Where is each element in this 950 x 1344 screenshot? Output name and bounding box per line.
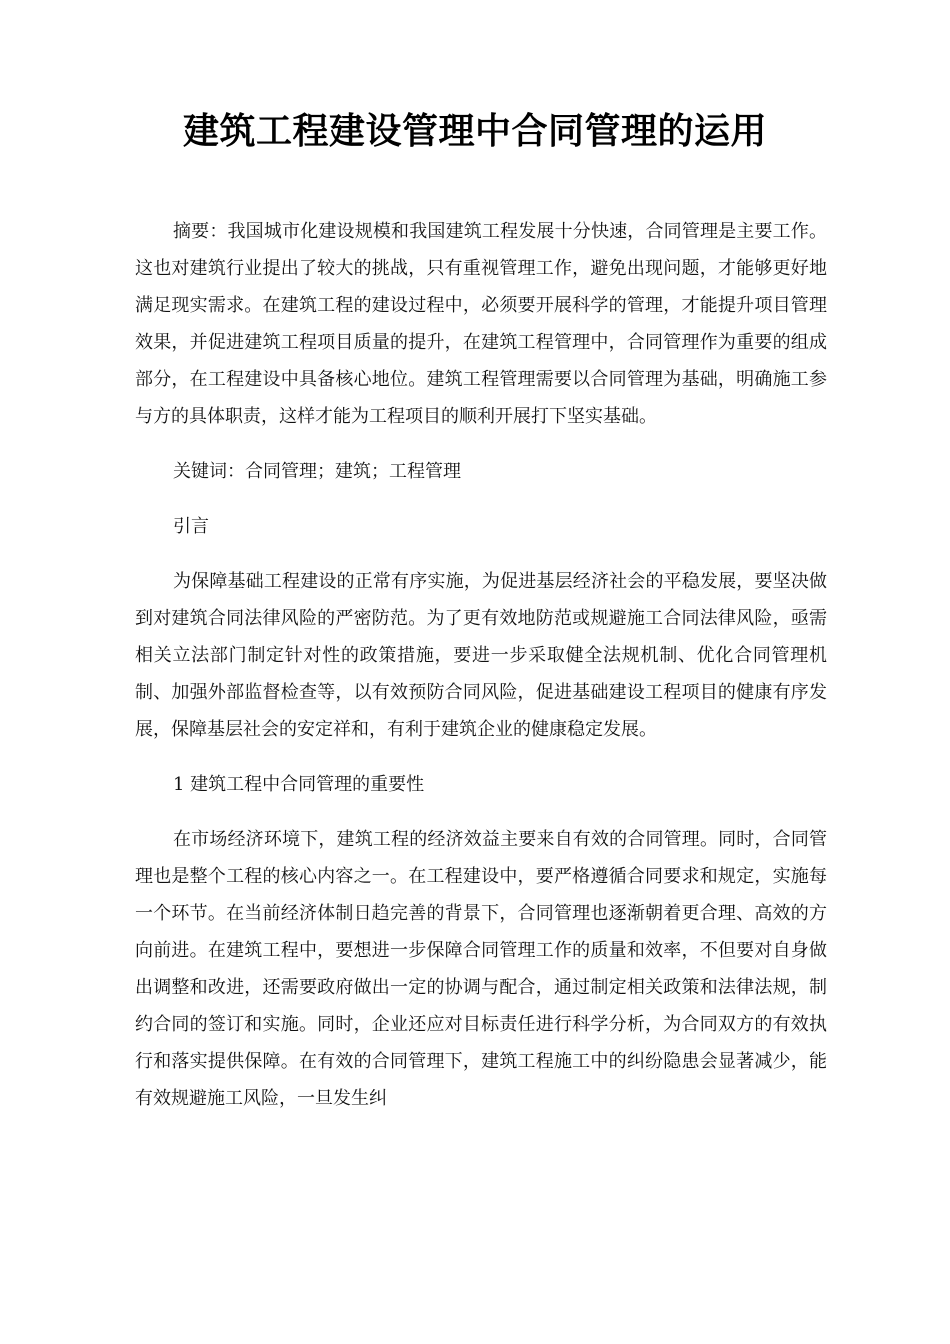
document-body [135,213,827,1117]
abstract-paragraph: 摘要：我国城市化建设规模和我国建筑工程发展十分快速，合同管理是主要工作。这也对建筑行业提出了较大的挑战，只有重视管理工作，避免出现问题，才能够更好地满足现实需求。在建筑工程的建设过程中，必须要开展科学的管理，才能提升项目管理效果，并促进建筑工程项目质量的提升，在建筑工程管理中，合同管理作为重要的组成部分，在工程建设中具备核心地位。建筑工程管理需要以合同管理为基础，明确施工参与方的具体职责，这样才能为工程项目的顺利开展打下坚实基础。 [135,221,827,427]
document-title: 建筑工程建设管理中合同管理的运用 [182,111,767,152]
section-1-paragraph: 在市场经济环境下，建筑工程的经济效益主要来自有效的合同管理。同时，合同管理也是整个工程的核心内容之一。在工程建设中，要严格遵循合同要求和规定，实施每一个环节。在当前经济体制日趋完善的背景下，合同管理也逐渐朝着更合理、高效的方向前进。在建筑工程中，要想进一步保障合同管理工作的质量和效率，不但要对自身做出调整和改进，还需要政府做出一定的协调与配合，通过制定相关政策和法律法规，制约合同的签订和实施。同时，企业还应对目标责任进行科学分析，为合同双方的有效执行和落实提供保障。在有效的合同管理下，建筑工程施工中的纠纷隐患会显著减少，能有效规避施工风险，一旦发生纠 [135,829,827,1109]
section-1-heading: 1 建筑工程中合同管理的重要性 [173,774,425,795]
keywords-line: 关键词：合同管理；建筑；工程管理 [173,461,461,482]
intro-paragraph: 为保障基础工程建设的正常有序实施，为促进基层经济社会的平稳发展，要坚决做到对建筑合同法律风险的严密防范。为了更有效地防范或规避施工合同法律风险，亟需相关立法部门制定针对性的政策措施，要进一步采取健全法规机制、优化合同管理机制、加强外部监督检查等，以有效预防合同风险，促进基础建设工程项目的健康有序发展，保障基层社会的安定祥和，有利于建筑企业的健康稳定发展。 [135,571,827,740]
intro-heading: 引言 [173,516,209,537]
